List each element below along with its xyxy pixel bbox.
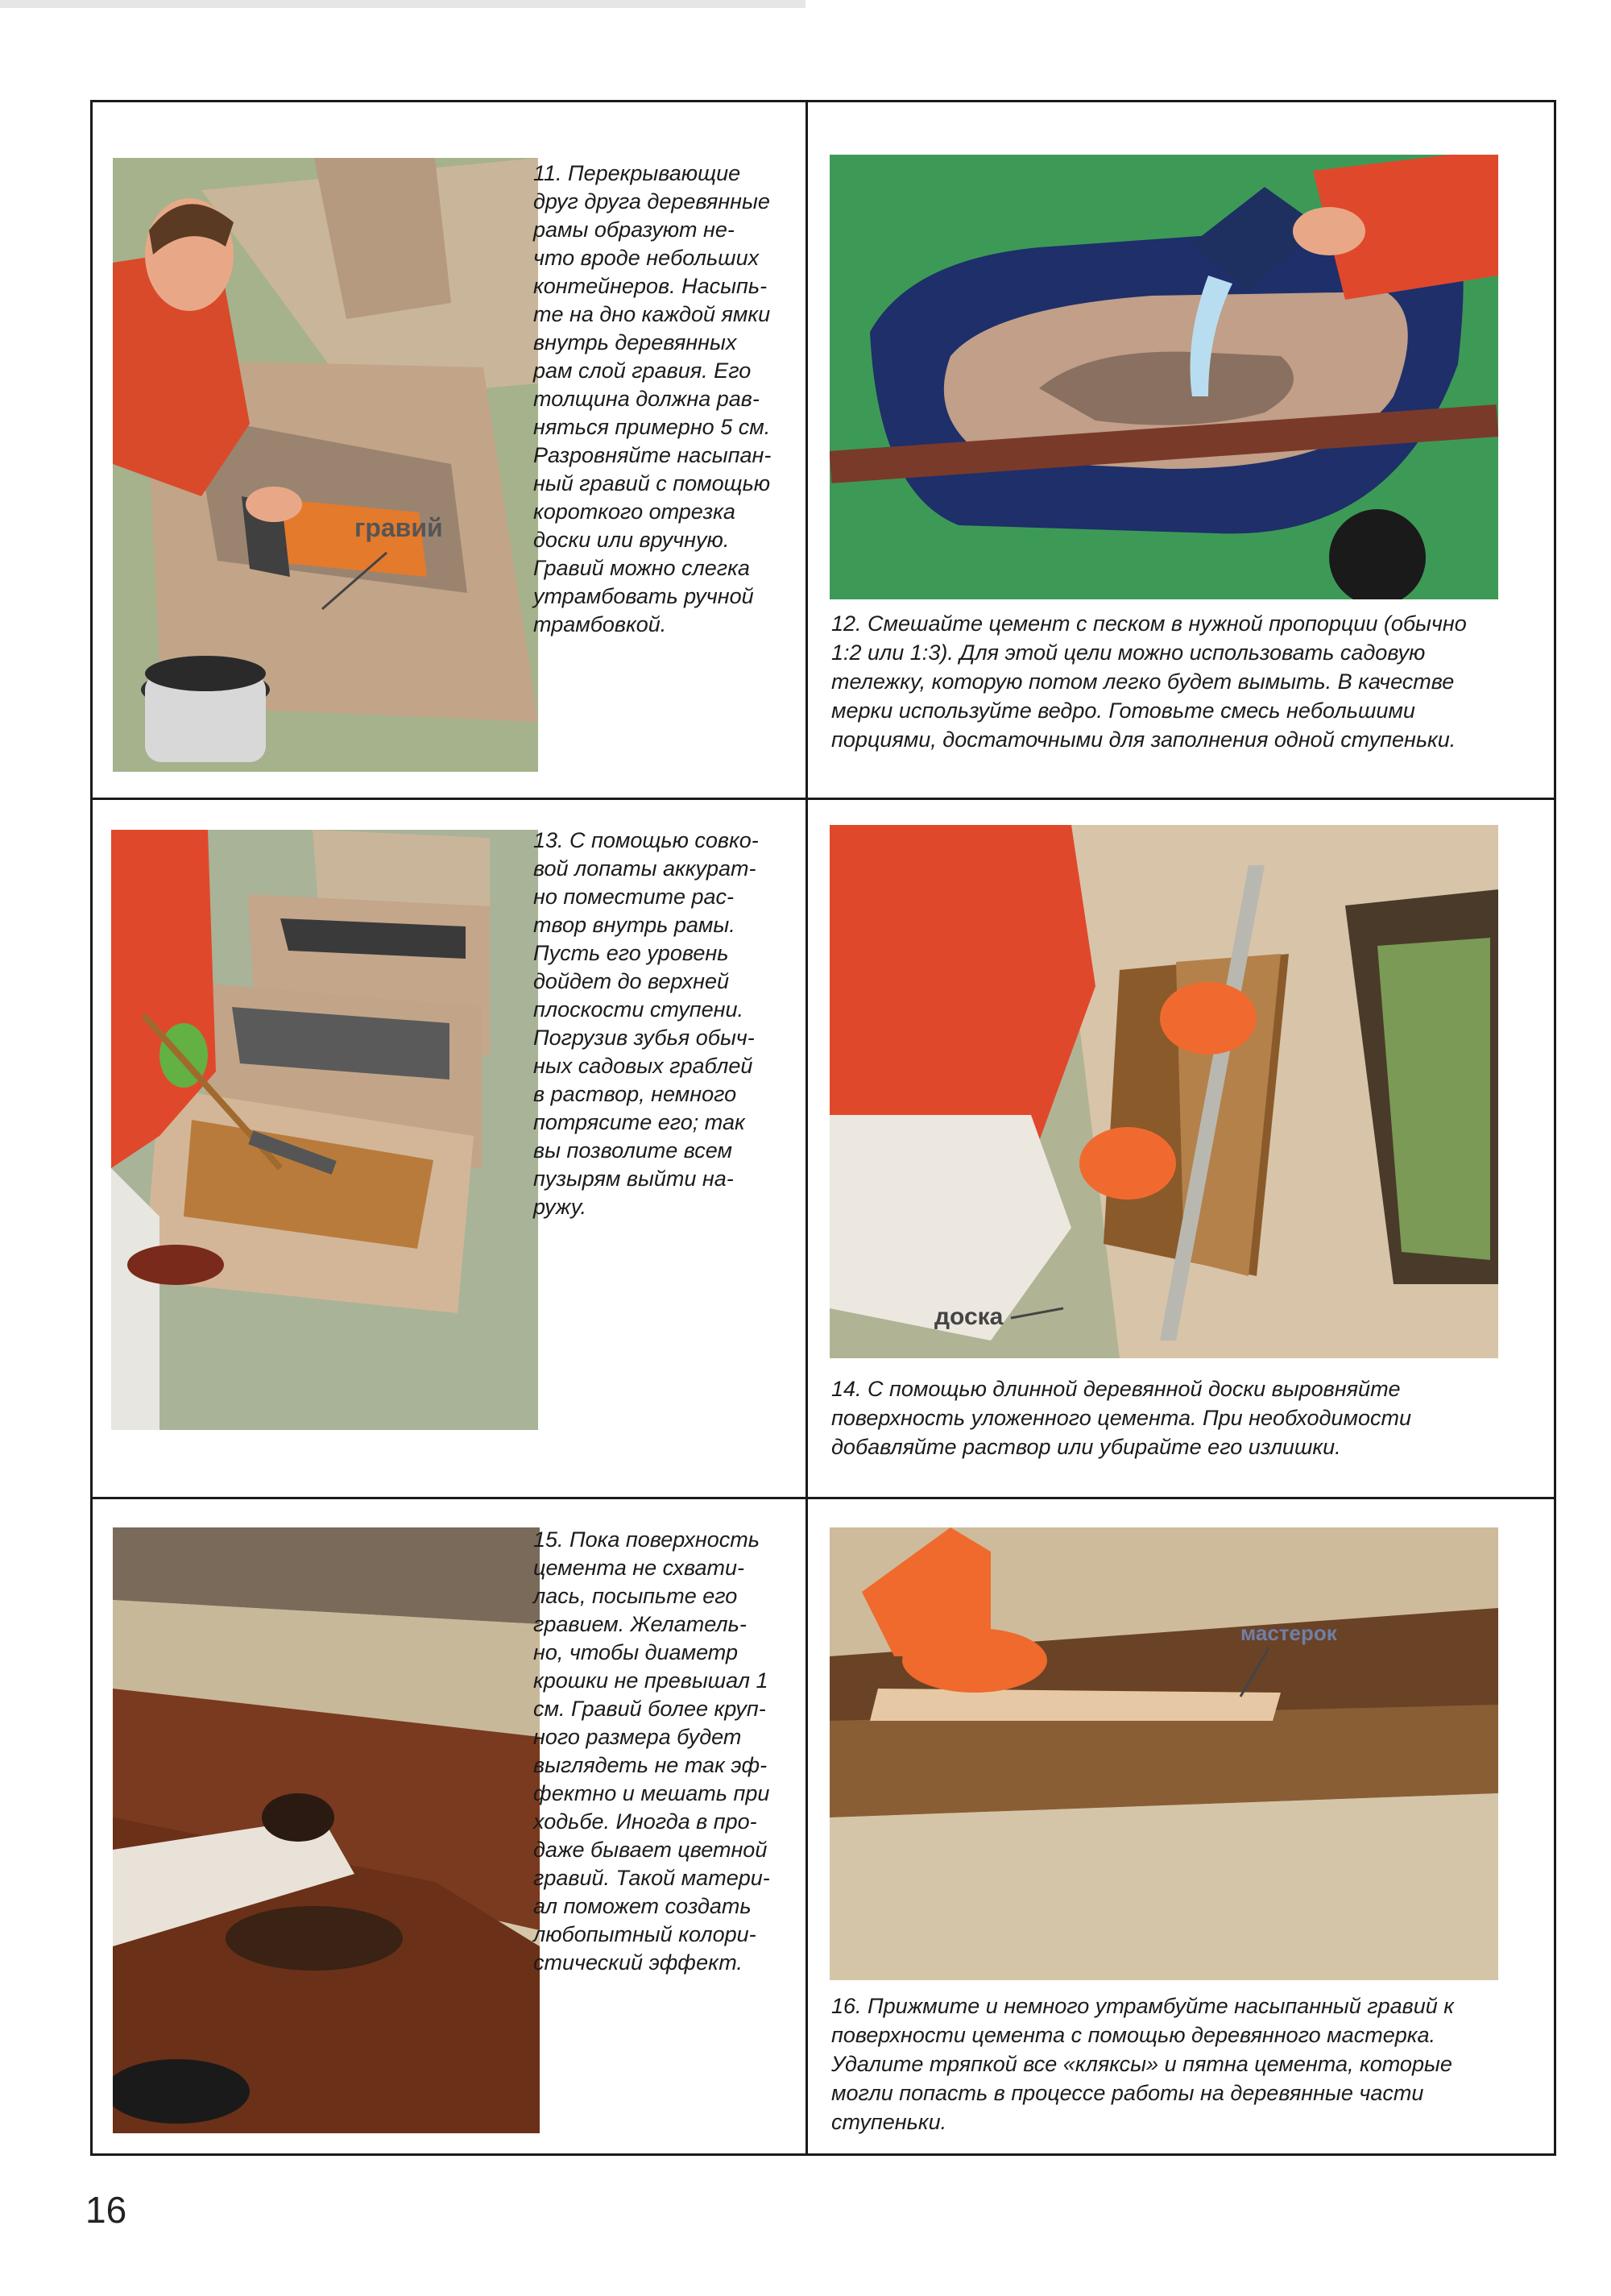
step-16-text: 16. Прижмите и немного утрамбуйте насыпанный гравий к поверхности цемента с помощью деревянного мастерка. Удалите тряпкой все «кляксы» и пятна цемента, которые могли попасть в процессе работы на деревянные части ступеньки. <box>831 1994 1455 2134</box>
step-13-text: 13. С помощью совко- вой лопаты аккурат- но поместите рас- твор внутрь рамы. Пусть его уровень дойдет до верхней плоскости ступени. Погрузив зубья обыч- ных садовых граблей в раствор, немного потрясите его; так вы позволите всем пузырям выйти на- ружу. <box>533 828 759 1219</box>
illustration-step-15 <box>113 1527 540 2133</box>
column-divider <box>806 100 808 2156</box>
row-divider-1 <box>90 798 1556 800</box>
step-11-text: 11. Перекрывающие друг друга деревянные рамы образуют не- что вроде небольших контейнеров. Насыпь- те на дно каждой ямки внутрь деревянных рам слой гравия. Его толщина должна рав- няться примерно 5 см. Разровняйте насыпан- ный гравий с помощью короткого отрезка доски или вручную. Гравий можно слегка утрамбовать ручной трамбовкой. <box>533 161 772 636</box>
board-label: доска <box>934 1303 1004 1330</box>
page-number: 16 <box>85 2189 127 2231</box>
illustration-step-11 <box>113 158 538 772</box>
step-12-text: 12. Смешайте цемент с песком в нужной пропорции (обычно 1:2 или 1:3). Для этой цели можно использовать садовую тележку, которую потом легко будет вымыть. В качестве мерки используйте ведро. Готовьте смесь небольшими порциями, достаточными для заполнения одной ступеньки. <box>831 611 1467 752</box>
illustration-step-14 <box>830 825 1498 1358</box>
step-15-text: 15. Пока поверхность цемента не схвати- лась, посыпьте его гравием. Желатель- но, чтобы диаметр крошки не превышал 1 см. Гравий более круп- ного размера будет выглядеть не так эф- фектно и мешать при ходьбе. Иногда в про- даже бывает цветной гравий. Такой матери- ал поможет создать любопытный колори- стический эффект. <box>533 1527 770 1975</box>
illustration-step-13 <box>111 830 538 1430</box>
top-edge-strip <box>0 0 806 8</box>
row-divider-2 <box>90 1497 1556 1499</box>
trowel-label: мастерок <box>1240 1621 1337 1645</box>
step-14-text: 14. С помощью длинной деревянной доски выровняйте поверхность уложенного цемента. При необходимости добавляйте раствор или убирайте его излишки. <box>831 1377 1411 1459</box>
illustration-step-12 <box>830 155 1498 599</box>
illustration-step-16 <box>830 1527 1498 1980</box>
gravel-label: гравий <box>354 513 443 542</box>
